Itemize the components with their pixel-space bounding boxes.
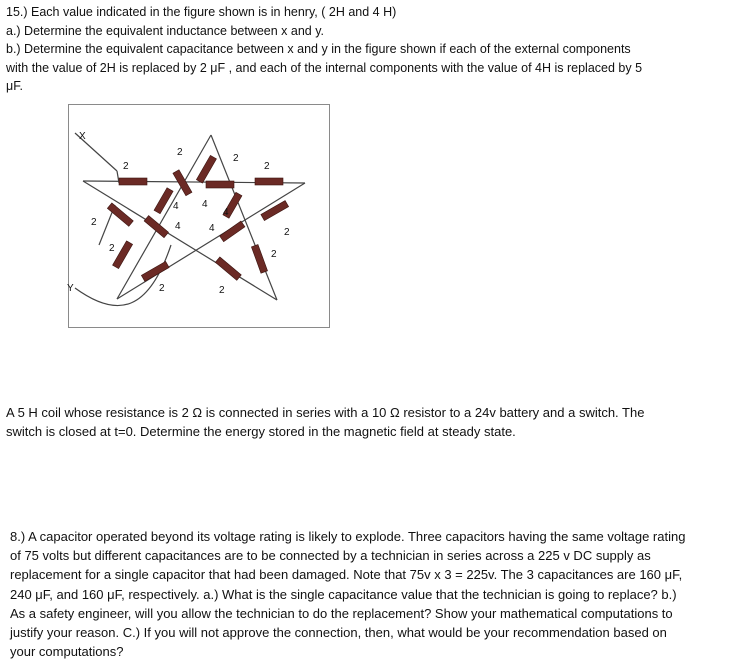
value-label-4: 4 xyxy=(175,221,181,232)
terminal-x-label: X xyxy=(79,131,86,142)
problem-15-line: a.) Determine the equivalent inductance between x and y. xyxy=(6,23,325,38)
star-circuit-diagram xyxy=(69,105,329,327)
star-wire xyxy=(83,181,277,300)
star-wire xyxy=(117,135,211,299)
star-inductor-figure xyxy=(68,104,330,328)
value-label-2: 2 xyxy=(91,217,97,228)
problem-8-line: 240 μF, and 160 μF, respectively. a.) What is the single capacitance value that the technician is going to replace? b.) xyxy=(10,586,677,602)
value-label-2: 2 xyxy=(177,147,183,158)
inductor-2h xyxy=(261,201,289,221)
inductor-2h xyxy=(113,241,133,269)
value-label-4: 4 xyxy=(223,207,229,218)
value-label-2: 2 xyxy=(233,153,239,164)
problem-15-line: with the value of 2H is replaced by 2 μF , and each of the internal components with the value of 4H is replaced by 5 xyxy=(6,60,643,75)
problem-8-line: replacement for a single capacitor that had been damaged. Note that 75v x 3 = 225v. The 3 capacitances are 160 μF, xyxy=(10,567,683,583)
inductor-2h xyxy=(141,261,169,281)
problem-15-line: μF. xyxy=(6,79,23,93)
problem-15-line: 15.) Each value indicated in the figure shown is in henry, ( 2H and 4 H) xyxy=(6,5,397,19)
inductor-2h xyxy=(196,155,216,183)
component-group xyxy=(107,155,288,281)
inductor-4h xyxy=(220,221,245,242)
problem-8-line: your computations? xyxy=(10,644,124,660)
value-label-4: 4 xyxy=(209,223,215,234)
inductor-2h xyxy=(206,181,234,188)
problem-8-line: justify your reason. C.) If you will not approve the connection, then, what would be your recommendation based on xyxy=(10,625,667,641)
value-label-2: 2 xyxy=(159,283,165,294)
inductor-2h xyxy=(119,178,147,185)
value-label-4: 4 xyxy=(202,199,208,210)
problem-15-line: b.) Determine the equivalent capacitance between x and y in the figure shown if each of the external components xyxy=(6,42,631,56)
coil-problem-line: switch is closed at t=0. Determine the energy stored in the magnetic field at steady state. xyxy=(6,424,516,439)
problem-8-text xyxy=(10,527,685,661)
problem-8-line: of 75 volts but different capacitances are to be connected by a technician in series across a 225 v DC supply as xyxy=(10,548,651,564)
problem-15-text xyxy=(6,3,642,96)
inductor-2h xyxy=(251,244,267,273)
value-label-2: 2 xyxy=(123,161,129,172)
inductor-4h xyxy=(154,188,173,214)
coil-problem-line: A 5 H coil whose resistance is 2 Ω is connected in series with a 10 Ω resistor to a 24v battery and a switch. The xyxy=(6,405,645,420)
value-label-2: 2 xyxy=(271,249,277,260)
value-label-2: 2 xyxy=(264,161,270,172)
problem-8-line: 8.) A capacitor operated beyond its voltage rating is likely to explode. Three capacitors having the same voltage rating xyxy=(10,529,686,544)
value-label-2: 2 xyxy=(284,227,290,238)
terminal-y-label: Y xyxy=(67,283,74,294)
inductor-4h xyxy=(144,216,168,238)
coil-problem-text xyxy=(6,403,644,441)
inductor-2h xyxy=(215,257,241,280)
problem-8-line: As a safety engineer, will you allow the technician to do the replacement? Show your mathematical computations to xyxy=(10,605,673,621)
inductor-2h xyxy=(255,178,283,185)
value-label-2: 2 xyxy=(219,285,225,296)
value-label-2: 2 xyxy=(109,243,115,254)
value-label-4: 4 xyxy=(173,201,179,212)
